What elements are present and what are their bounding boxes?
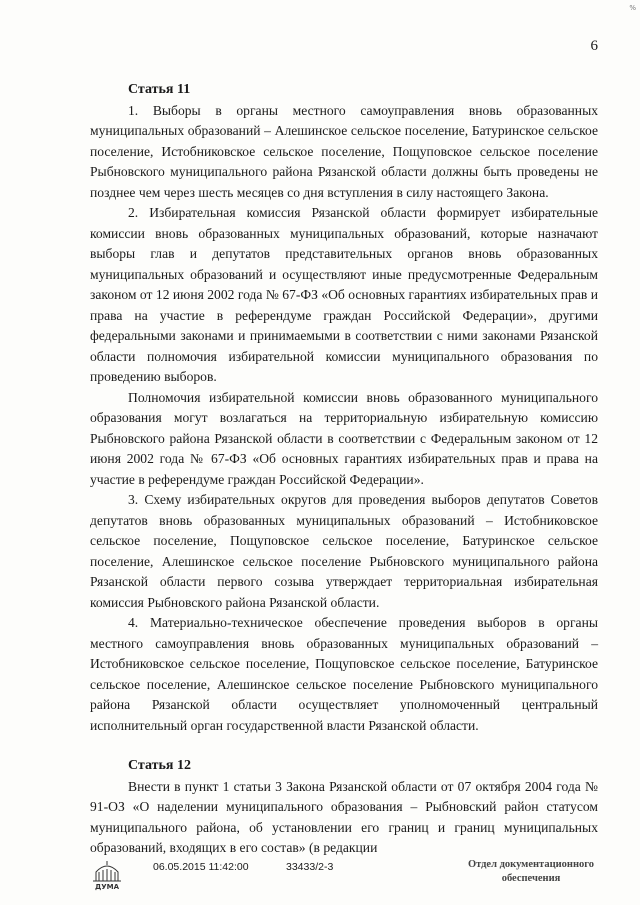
page-number: 6: [590, 38, 598, 54]
page-footer: [90, 858, 602, 898]
department-stamp: [456, 858, 606, 886]
department-stamp-line-2: обеспечения: [501, 873, 561, 884]
article-11-paragraph-2: 2. Избирательная комиссия Рязанской области формирует избирательные комиссии вновь образованных муниципальных образований, которые назначают выборы глав и депутатов представительных органов вновь образованных муниципальных образований и осуществляют иные предусмотренные Федеральным законом от 12 июня 2002 года № 67-ФЗ «Об основных гарантиях избирательных прав и права на участие в референдуме граждан Российской Федерации», другими федеральными законами и принимаемыми в соответствии с ними законами Рязанской области полномочия избирательной комиссии муниципального образования по проведению выборов.: [90, 205, 598, 384]
article-11-heading: Статья 11: [128, 82, 191, 97]
article-11-paragraph-4: 3. Схему избирательных округов для проведения выборов депутатов Советов депутатов вновь образованных муниципальных образований – Истобниковское сельское поселение, Пощуповское сельское поселение, Батуринское сельское поселение, Алешинское сельское поселение Рыбновского муниципального района Рязанской области первого созыва утверждает территориальная избирательная комиссия Рыбновского района Рязанской области.: [90, 492, 598, 610]
article-11-paragraph-3: Полномочия избирательной комиссии вновь образованного муниципального образования могут возлагаться на территориальную избирательную комиссию Рыбновского района Рязанской области в соответствии с Федеральным законом от 12 июня 2002 года № 67-ФЗ «Об основных гарантиях избирательных прав и права на участие в референдуме граждан Российской Федерации».: [90, 389, 598, 487]
article-11-paragraph-5: 4. Материально-техническое обеспечение проведения выборов в органы местного самоуправления вновь образованных муниципальных образований – Истобниковское сельское поселение, Пощуповское сельское поселение, Батуринское сельское поселение, Алешинское сельское поселение Рыбновского муниципального района Рязанской области осуществляет уполномоченный центральный исполнительный орган государственной власти Рязанской области.: [90, 615, 598, 733]
department-stamp-line-1: Отдел документационного: [467, 859, 595, 870]
footer-document-id: 33433/2-3: [286, 861, 334, 873]
corner-mark: %: [629, 4, 636, 12]
duma-logo-icon: [90, 858, 124, 892]
article-12-paragraph-1: Внести в пункт 1 статьи 3 Закона Рязанской области от 07 октября 2004 года № 91-ОЗ «О наделении муниципального образования – Рыбновский район статусом муниципального района, об установлении его границ и границ муниципальных образований, входящих в его состав» (в редакции: [90, 778, 598, 855]
document-body: [90, 80, 598, 859]
article-12-heading: Статья 12: [128, 758, 191, 773]
logo-text: ДУМА: [94, 883, 120, 891]
footer-timestamp: 06.05.2015 11:42:00: [153, 861, 249, 873]
article-11-paragraph-1: 1. Выборы в органы местного самоуправления вновь образованных муниципальных образований – Алешинское сельское поселение, Батуринское сельское поселение, Истобниковское сельское поселение, Пощуповское сельское поселение Рыбновского муниципального района Рязанской области должны быть проведены не позднее чем через шесть месяцев со дня вступления в силу настоящего Закона.: [90, 102, 598, 200]
